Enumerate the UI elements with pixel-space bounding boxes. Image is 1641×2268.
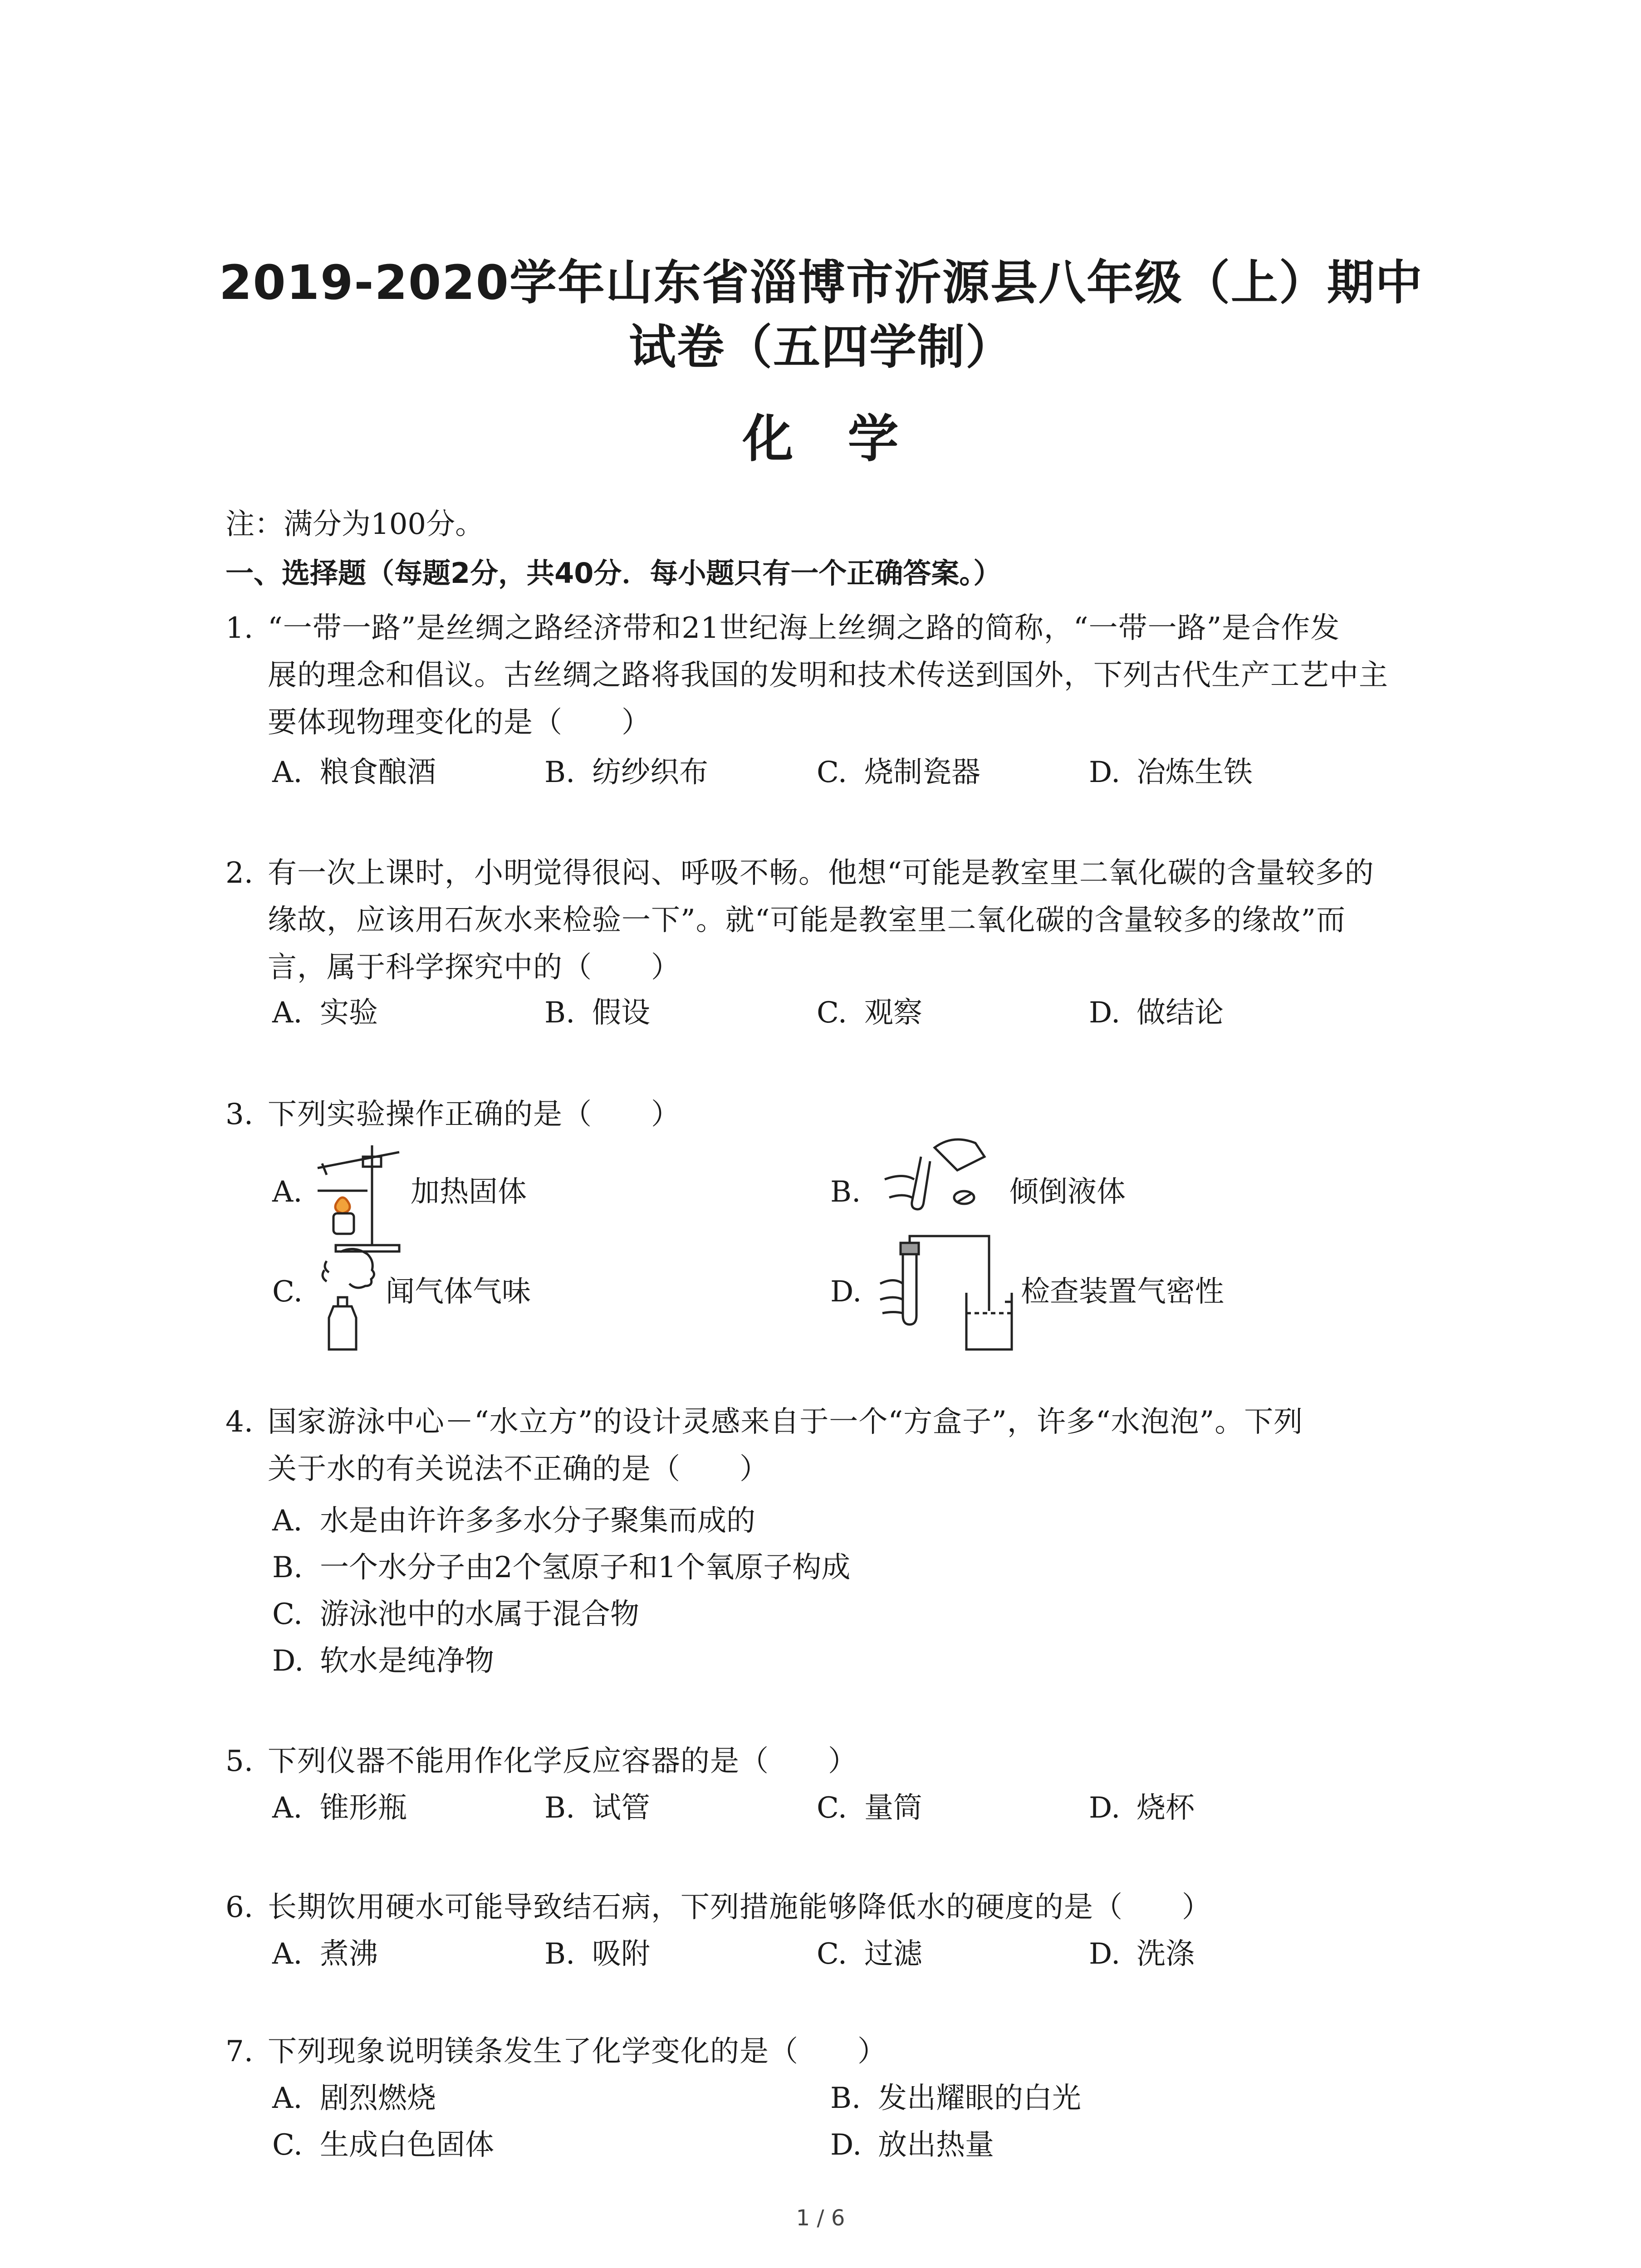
option-c[interactable]: C. 游泳池中的水属于混合物 xyxy=(272,1598,639,1631)
smelling-gas-icon xyxy=(313,1243,390,1352)
option-d[interactable]: D. 放出热量 xyxy=(830,2128,994,2162)
question-text: 长期饮用硬水可能导致结石病，下列措施能够降低水的硬度的是（ ） xyxy=(268,1891,1211,1924)
option-b-label: 倾倒液体 xyxy=(1009,1175,1126,1209)
option-b[interactable]: B. 假设 xyxy=(544,996,650,1030)
page-number: 1 / 6 xyxy=(796,2205,845,2231)
option-b[interactable]: B. 试管 xyxy=(544,1791,650,1825)
option-d-label: 检查装置气密性 xyxy=(1021,1275,1224,1309)
option-d[interactable]: D. 冶炼生铁 xyxy=(1089,756,1253,789)
title-line-1: 2019-2020学年山东省淄博市沂源县八年级（上）期中 xyxy=(219,255,1424,310)
option-d[interactable]: D. 做结论 xyxy=(1089,996,1224,1030)
option-c[interactable]: C. 生成白色固体 xyxy=(272,2128,494,2162)
question-number: 2. xyxy=(225,856,254,890)
heating-solid-apparatus-icon xyxy=(309,1136,413,1254)
subject-heading: 化学 xyxy=(742,410,953,469)
question-text: 有一次上课时，小明觉得很闷、呼吸不畅。他想“可能是教室里二氧化碳的含量较多的 缘故，应该用石灰水来检验一下”。就“可能是教室里二氧化碳的含量较多的缘故”而 言，属于科学探究中的（ ） xyxy=(268,856,1374,984)
option-c[interactable]: C. 量筒 xyxy=(817,1791,922,1825)
option-c-label: 闻气体气味 xyxy=(386,1275,531,1309)
question-text: 下列现象说明镁条发生了化学变化的是（ ） xyxy=(268,2035,887,2068)
option-d[interactable]: D. 烧杯 xyxy=(1089,1791,1195,1825)
airtightness-check-icon xyxy=(876,1234,1025,1356)
option-a[interactable]: A. 水是由许许多多水分子聚集而成的 xyxy=(272,1504,755,1538)
option-a[interactable]: A. 煮沸 xyxy=(272,1937,378,1971)
option-a[interactable]: A. 实验 xyxy=(272,996,378,1030)
title-line-2: 试卷（五四学制） xyxy=(628,319,1014,375)
question-number: 5. xyxy=(225,1745,254,1778)
question-number: 1. xyxy=(225,611,254,645)
option-c[interactable]: C. xyxy=(272,1275,303,1309)
option-c[interactable]: C. 观察 xyxy=(817,996,922,1030)
option-b[interactable]: B. 一个水分子由2个氢原子和1个氧原子构成 xyxy=(272,1551,851,1584)
option-c[interactable]: C. 过滤 xyxy=(817,1937,922,1971)
question-text: 国家游泳中心－“水立方”的设计灵感来自于一个“方盒子”，许多“水泡泡”。下列 关于水的有关说法不正确的是（ ） xyxy=(268,1405,1303,1486)
option-d[interactable]: D. xyxy=(830,1275,862,1309)
option-b[interactable]: B. 吸附 xyxy=(544,1937,650,1971)
pouring-liquid-icon xyxy=(876,1129,998,1243)
option-d[interactable]: D. 软水是纯净物 xyxy=(272,1644,494,1678)
option-c[interactable]: C. 烧制瓷器 xyxy=(817,756,980,789)
question-number: 3. xyxy=(225,1098,254,1131)
question-text: 下列仪器不能用作化学反应容器的是（ ） xyxy=(268,1745,857,1778)
question-number: 4. xyxy=(225,1405,254,1439)
question-number: 7. xyxy=(225,2035,254,2068)
option-a[interactable]: A. 锥形瓶 xyxy=(272,1791,407,1825)
section-heading: 一、选择题（每题2分，共40分．每小题只有一个正确答案。） xyxy=(225,557,1002,590)
option-b[interactable]: B. 纺纱织布 xyxy=(544,756,708,789)
option-a[interactable]: A. 剧烈燃烧 xyxy=(272,2082,436,2115)
question-text: “一带一路”是丝绸之路经济带和21世纪海上丝绸之路的简称，“一带一路”是合作发 展的理念和倡议。古丝绸之路将我国的发明和技术传送到国外，下列古代生产工艺中主 要体现物理变化的是（ ） xyxy=(268,611,1388,739)
option-a[interactable]: A. xyxy=(272,1175,303,1209)
question-number: 6. xyxy=(225,1891,254,1924)
option-d[interactable]: D. 洗涤 xyxy=(1089,1937,1195,1971)
page-title xyxy=(191,250,1452,379)
option-a[interactable]: A. 粮食酿酒 xyxy=(272,756,436,789)
score-note: 注：满分为100分。 xyxy=(225,508,485,541)
option-a-label: 加热固体 xyxy=(411,1175,527,1209)
question-text: 下列实验操作正确的是（ ） xyxy=(268,1098,681,1131)
option-b[interactable]: B. xyxy=(830,1175,861,1209)
option-b[interactable]: B. 发出耀眼的白光 xyxy=(830,2082,1081,2115)
